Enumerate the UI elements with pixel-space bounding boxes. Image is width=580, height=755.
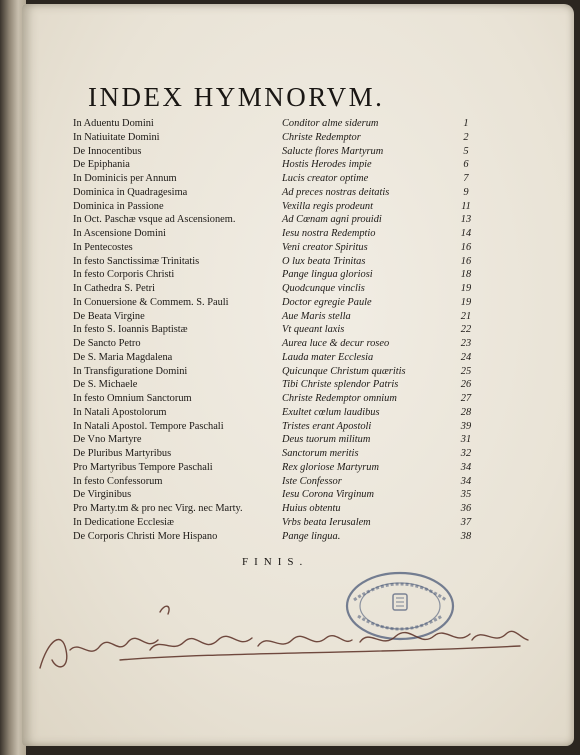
- page-number: 13: [460, 214, 472, 226]
- hymn-incipit: Ad preces nostras deitatis: [282, 186, 390, 198]
- page-number: 38: [460, 530, 472, 542]
- index-entry: [73, 268, 483, 282]
- feast-name: De S. Maria Magdalena: [73, 351, 173, 363]
- page-number: 11: [461, 200, 471, 212]
- index-entry: [73, 351, 483, 365]
- index-entry: [73, 296, 483, 310]
- feast-name: In Transfiguratione Domini: [73, 365, 188, 377]
- index-entry: [73, 172, 483, 186]
- hymn-incipit: Aurea luce & decur roseo: [282, 338, 390, 349]
- index-entry: [73, 241, 483, 255]
- feast-name: In festo Corporis Christi: [73, 269, 175, 281]
- feast-name: In Oct. Paschæ vsque ad Ascensionem.: [73, 214, 236, 226]
- feast-name: In Dominicis per Annum: [73, 173, 177, 184]
- hymn-incipit: Hostis Herodes impie: [282, 159, 372, 171]
- hymn-incipit: Iste Confessor: [282, 475, 342, 487]
- hymn-incipit: Sanctorum meritis: [282, 448, 359, 459]
- index-entry: [73, 392, 483, 406]
- hymn-incipit: Vt queant laxis: [282, 324, 345, 336]
- hymn-incipit: Iesu nostra Redemptio: [282, 228, 376, 239]
- page-number: 35: [460, 489, 472, 501]
- hymn-incipit: Conditor alme siderum: [282, 118, 379, 129]
- hymn-incipit: Quicunque Christum quæritis: [282, 365, 406, 377]
- hymn-incipit: Christe Redemptor omnium: [282, 393, 397, 404]
- index-entry: [73, 145, 483, 159]
- hymn-incipit: Tristes erant Apostoli: [282, 420, 372, 432]
- index-entry: [73, 406, 483, 420]
- page-number: 1: [463, 118, 469, 129]
- page-number: 32: [460, 448, 472, 459]
- library-stamp-icon: [344, 570, 456, 642]
- hymn-incipit: Vexilla regis prodeunt: [282, 200, 373, 212]
- index-entry: [73, 282, 483, 296]
- index-entry: [73, 131, 483, 145]
- page-number: 16: [460, 255, 472, 267]
- hymn-incipit: Quodcunque vinclis: [282, 283, 365, 294]
- index-entry: [73, 186, 483, 200]
- feast-name: In Conuersione & Commem. S. Pauli: [73, 296, 229, 308]
- feast-name: In Ascensione Domini: [73, 228, 166, 239]
- page-number: 37: [460, 516, 472, 528]
- page-number: 19: [460, 283, 472, 294]
- feast-name: De Vno Martyre: [73, 434, 142, 446]
- index-entry: [73, 378, 483, 392]
- index-entry: [73, 117, 483, 131]
- index-entry: [73, 323, 483, 337]
- index-entry: [73, 420, 483, 434]
- page-number: 39: [460, 420, 472, 432]
- hymn-index-list: [73, 117, 483, 543]
- index-entry: [73, 475, 483, 489]
- hymn-incipit: Doctor egregie Paule: [282, 296, 372, 308]
- index-entry: [73, 255, 483, 269]
- feast-name: De Corporis Christi More Hispano: [73, 530, 218, 542]
- page-title: INDEX HYMNORVM.: [88, 82, 385, 112]
- page-number: 25: [460, 365, 472, 377]
- feast-name: De Epiphania: [73, 159, 130, 171]
- page-number: 16: [460, 241, 472, 253]
- index-entry: [73, 200, 483, 214]
- feast-name: De Innocentibus: [73, 145, 142, 157]
- page-number: 18: [460, 269, 472, 281]
- page-number: 31: [460, 434, 472, 446]
- index-entry: [73, 337, 483, 351]
- index-entry: [73, 227, 483, 241]
- page-number: 34: [460, 475, 472, 487]
- feast-name: Pro Martyribus Tempore Paschali: [73, 461, 213, 473]
- hymn-incipit: Lucis creator optime: [282, 173, 369, 184]
- feast-name: De Pluribus Martyribus: [73, 448, 172, 459]
- index-entry: [73, 516, 483, 530]
- feast-name: In festo S. Ioannis Baptistæ: [73, 324, 188, 336]
- hymn-incipit: Rex gloriose Martyrum: [282, 461, 379, 473]
- hymn-incipit: Vrbs beata Ierusalem: [282, 516, 371, 528]
- hymn-incipit: Ad Cœnam agni prouidi: [282, 214, 382, 226]
- page-number: 21: [460, 310, 472, 322]
- feast-name: In Pentecostes: [73, 241, 133, 253]
- feast-name: In Aduentu Domini: [73, 118, 154, 129]
- page-number: 26: [460, 379, 472, 391]
- feast-name: In Natali Apostol. Tempore Paschali: [73, 420, 224, 432]
- index-entry: [73, 158, 483, 172]
- feast-name: In Natiuitate Domini: [73, 131, 160, 143]
- hymn-incipit: Aue Maris stella: [282, 310, 351, 322]
- page-number: 24: [460, 351, 472, 363]
- feast-name: In festo Omnium Sanctorum: [73, 393, 192, 404]
- feast-name: In Cathedra S. Petri: [73, 283, 155, 294]
- feast-name: De Virginibus: [73, 489, 132, 501]
- index-entry: [73, 488, 483, 502]
- feast-name: Dominica in Passione: [73, 200, 164, 212]
- hymn-incipit: Pange lingua.: [282, 530, 341, 542]
- page-number: 36: [460, 503, 472, 514]
- index-entry: [73, 365, 483, 379]
- feast-name: De S. Michaele: [73, 379, 138, 391]
- index-entry: [73, 530, 483, 544]
- page-number: 7: [463, 173, 469, 184]
- index-entry: [73, 433, 483, 447]
- hymn-incipit: Exultet cœlum laudibus: [282, 406, 380, 418]
- hymn-incipit: Veni creator Spiritus: [282, 241, 368, 253]
- feast-name: In Natali Apostolorum: [73, 406, 167, 418]
- index-entry: [73, 447, 483, 461]
- feast-name: In festo Confessorum: [73, 475, 163, 487]
- hymn-incipit: Deus tuorum militum: [282, 434, 371, 446]
- feast-name: Pro Marty.tm & pro nec Virg. nec Marty.: [73, 503, 243, 514]
- feast-name: In festo Sanctissimæ Trinitatis: [73, 255, 200, 267]
- index-entry: [73, 461, 483, 475]
- index-entry: [73, 213, 483, 227]
- hymn-incipit: Iesu Corona Virginum: [282, 489, 374, 501]
- page-number: 34: [460, 461, 472, 473]
- page-number: 19: [460, 296, 472, 308]
- page-number: 6: [463, 159, 469, 171]
- hymn-incipit: Christe Redemptor: [282, 131, 361, 143]
- page-number: 14: [460, 228, 472, 239]
- page-number: 9: [463, 186, 469, 198]
- index-entry: [73, 310, 483, 324]
- page-number: 23: [460, 338, 472, 349]
- feast-name: In Dedicatione Ecclesiæ: [73, 516, 174, 528]
- page-number: 27: [460, 393, 472, 404]
- hymn-incipit: O lux beata Trinitas: [282, 255, 366, 267]
- hymn-incipit: Huius obtentu: [282, 503, 341, 514]
- page-number: 28: [460, 406, 472, 418]
- page-number: 22: [460, 324, 472, 336]
- feast-name: Dominica in Quadragesima: [73, 186, 188, 198]
- page-number: 2: [463, 131, 469, 143]
- page-number: 5: [463, 145, 469, 157]
- hymn-incipit: Pange lingua gloriosi: [282, 269, 373, 281]
- feast-name: De Beata Virgine: [73, 310, 145, 322]
- finis-marker: FINIS.: [242, 556, 309, 568]
- feast-name: De Sancto Petro: [73, 338, 141, 349]
- index-entry: [73, 502, 483, 516]
- hymn-incipit: Salucte flores Martyrum: [282, 145, 384, 157]
- hymn-incipit: Lauda mater Ecclesia: [282, 351, 374, 363]
- hymn-incipit: Tibi Christe splendor Patris: [282, 379, 399, 391]
